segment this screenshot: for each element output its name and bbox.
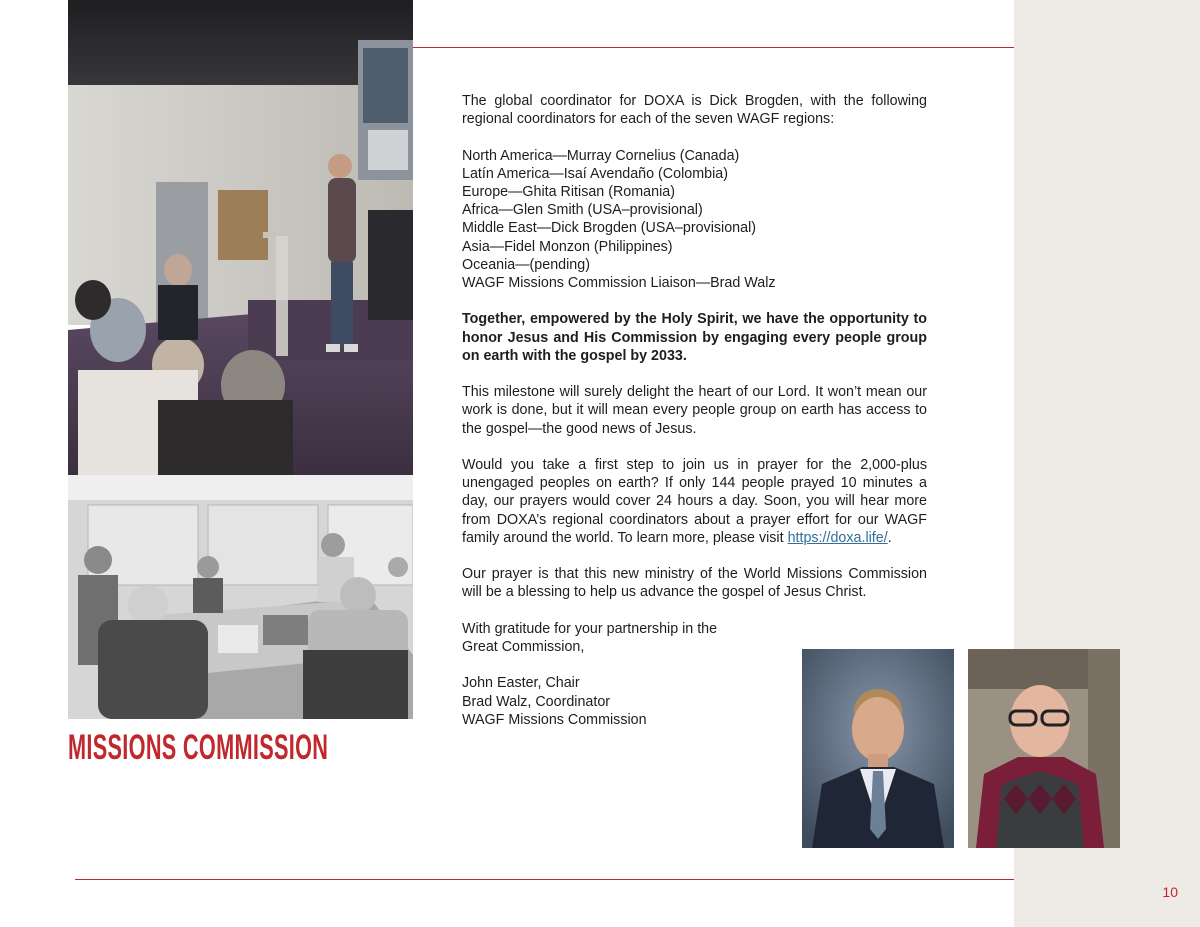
list-item: WAGF Missions Commission Liaison—Brad Walz	[462, 275, 776, 292]
portrait-john-easter	[802, 649, 954, 848]
signature-line: WAGF Missions Commission	[462, 711, 647, 728]
signature-line: Brad Walz, Coordinator	[462, 693, 611, 710]
top-divider	[413, 47, 1014, 48]
list-item: Latín America—Isaí Avendaño (Colombia)	[462, 165, 728, 182]
stage-photo	[68, 0, 413, 475]
prayer-call-paragraph	[462, 456, 927, 547]
list-item: Europe—Ghita Ritisan (Romania)	[462, 184, 675, 200]
photo-portrait-icon	[968, 649, 1120, 848]
list-item: Middle East—Dick Brogden (USA–provisional)	[462, 220, 757, 237]
photo-meeting-icon	[68, 475, 413, 719]
photo-speaker-stage-icon	[68, 0, 413, 475]
signature-line: John Easter, Chair	[462, 675, 580, 692]
list-item: Africa—Glen Smith (USA–provisional)	[462, 202, 703, 219]
photo-portrait-icon	[802, 649, 954, 848]
region-coordinator-list	[462, 147, 927, 293]
intro-paragraph: The global coordinator for DOXA is Dick Brogden, with the following regional coordinators for each of the seven WAGF regions:	[462, 93, 927, 128]
emphasis-paragraph: Together, empowered by the Holy Spirit, we have the opportunity to honor Jesus and His Commission by engaging every people group on earth with the gospel by 2033.	[462, 311, 927, 364]
list-item: Oceania—(pending)	[462, 256, 590, 273]
list-item: North America—Murray Cornelius (Canada)	[462, 147, 740, 164]
prayer-call-text: Would you take a first step to join us in prayer for the 2,000-plus unengaged peoples on earth? If only 144 people prayed 10 minutes a day, our prayers would cover 24 hours a day. Soon, you will hear more from DOXA’s regional coordinators about a prayer effort for our WAGF family around the world. To learn more, please visit	[462, 457, 927, 546]
closing-prayer-paragraph: Our prayer is that this new ministry of the World Missions Commission will be a blessing to help us advance the gospel of Jesus Christ.	[462, 566, 927, 601]
page-number: 10	[1162, 884, 1178, 900]
bottom-divider	[75, 879, 1014, 880]
link-trailing-punctuation: .	[887, 529, 892, 546]
gratitude-line: Great Commission,	[462, 639, 585, 655]
section-title: MISSIONS COMMISSION	[68, 728, 329, 767]
meeting-photo	[68, 475, 413, 719]
list-item: Asia—Fidel Monzon (Philippines)	[462, 238, 673, 255]
milestone-paragraph: This milestone will surely delight the heart of our Lord. It won’t mean our work is done, but it will mean every people group on earth has access to the gospel—the good news of Jesus.	[462, 384, 927, 437]
gratitude-line: With gratitude for your partnership in the	[462, 620, 718, 637]
doxa-link[interactable]: https://doxa.life/	[787, 529, 888, 546]
portrait-brad-walz	[968, 649, 1120, 848]
